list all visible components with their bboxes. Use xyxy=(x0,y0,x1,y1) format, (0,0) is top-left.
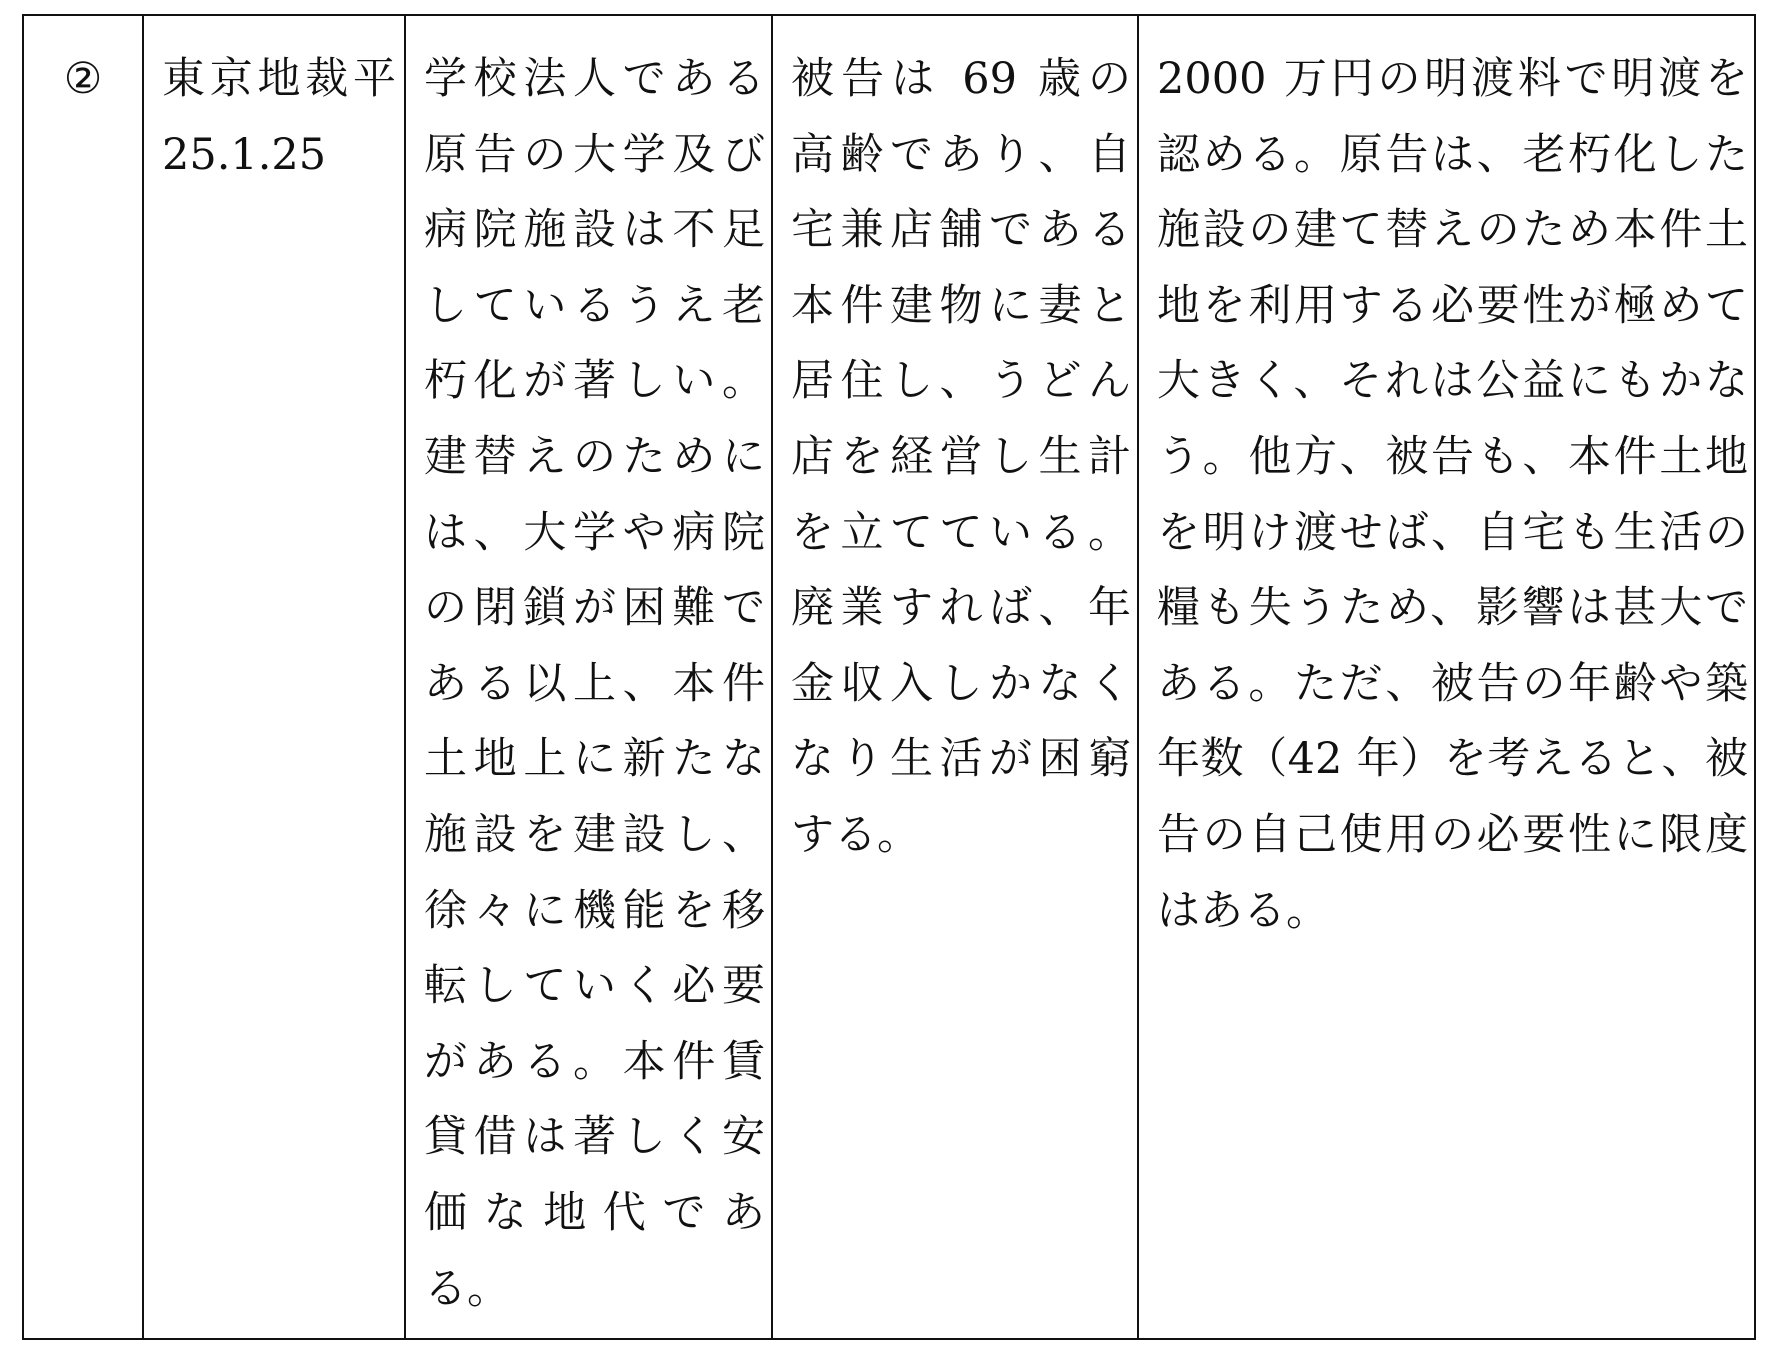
case-number: ② xyxy=(63,54,103,104)
court-date-cell xyxy=(143,15,405,1339)
case-number-cell xyxy=(23,15,143,1339)
case-table xyxy=(22,14,1756,1340)
judgment-text: 2000 万円の明渡料で明渡を認める。原告は、老朽化した施設の建て替えのため本件土地を利用する必要性が極めて大きく、それは公益にもかなう。他方、被告も、本件土地を明け渡せば、自宅も生活の糧も失うため、影響は甚大である。ただ、被告の年齢や築年数（42 年）を考えると、被告の自己使用の必要性に限度はある。 xyxy=(1157,54,1748,936)
judgment-cell xyxy=(1138,15,1755,1339)
plaintiff-circumstances-cell xyxy=(405,15,772,1339)
court-date: 東京地裁平 25.1.25 xyxy=(162,54,396,180)
defendant-circumstances-cell xyxy=(772,15,1138,1339)
plaintiff-circumstances: 学校法人である原告の大学及び病院施設は不足しているうえ老朽化が著しい。建替えのためには、大学や病院の閉鎖が困難である以上、本件土地上に新たな施設を建設し、徐々に機能を移転していく必要がある。本件賃貸借は著しく安価な地代である。 xyxy=(424,54,765,1314)
defendant-circumstances: 被告は 69 歳の高齢であり、自宅兼店舗である本件建物に妻と居住し、うどん店を経営し生計を立てている。廃業すれば、年金収入しかなくなり生活が困窮する。 xyxy=(791,54,1131,860)
table-row xyxy=(23,15,1755,1339)
